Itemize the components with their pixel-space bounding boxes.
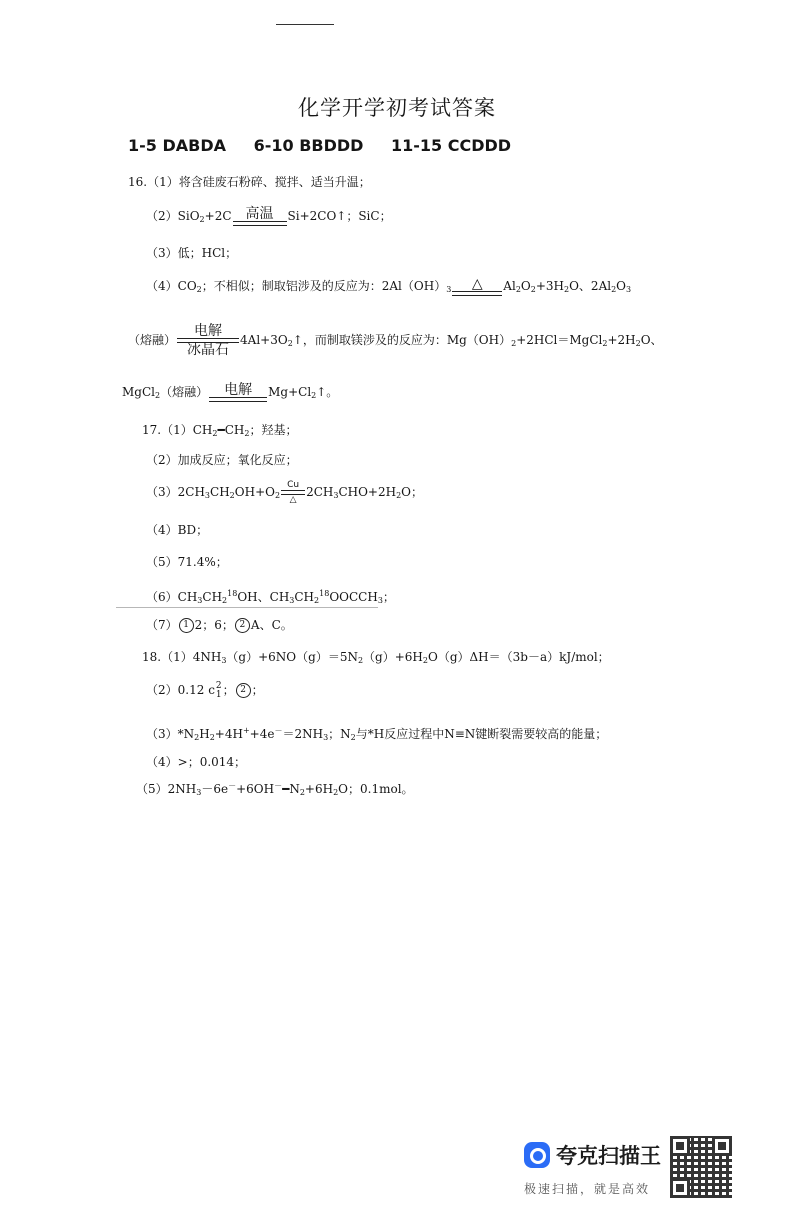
mc-group-1: 1-5 DABDA (128, 136, 226, 155)
q17-line-1: $17.(1)CH_2━CH_2$；羟基； (142, 423, 298, 438)
q17-line-3: $(3)2CH_3CH_2OH+O_2$ Cu △ $2CH_3CHO+2H_2O$； (146, 480, 424, 505)
q16-line-2: （2）SiO$_2$+2C 高温 Si+2CO↑；SiC； (146, 206, 392, 224)
top-rule (276, 24, 334, 25)
mc-group-3: 11-15 CCDDD (391, 136, 512, 155)
q16-line-5: （熔融） 电解 冰晶石 $4Al+3O_2↑$，而制取镁涉及的反应为：$Mg(OH)_2+2HCl=MgCl_2+2H_2O$、 (128, 323, 663, 358)
watermark-app-name: 夸克扫描王 (556, 1144, 661, 1168)
qr-code-icon (670, 1136, 732, 1198)
q18-line-4: （4）>；0.014； (146, 755, 247, 769)
q17-line-2: （2）加成反应；氧化反应； (146, 453, 298, 467)
q16-line-3: （3）低；HCl； (146, 246, 238, 260)
q17-line-4: （4）BD； (146, 523, 209, 537)
q16-line-4: $(4)CO_2$；不相似；制取铝涉及的反应为：$2Al(OH)_3$ △ $Al_2O_2+3H_2O$、$2Al_2O_3$ (146, 276, 632, 294)
watermark-tagline: 极速扫描，就是高效 (524, 1182, 651, 1196)
reaction-condition-cu-heat: Cu △ (281, 480, 305, 505)
circled-number: 2 (235, 618, 250, 633)
q18-line-3: $(3)*N_2H_2+4H^++4e^-=2NH_3$；$N_2$与*H反应过程中N≡N键断裂需要较高的能量； (146, 726, 608, 742)
q17-line-5: （5）71.4%； (146, 555, 228, 569)
q16-line-6: MgCl$_2$（熔融） 电解 $Mg+Cl_2↑$。 (122, 382, 339, 400)
q18-line-1: $18.(1)4NH_3(g)+6NO(g)=5N_2(g)+6H_2O(g)\Delta H=(3b-a)kJ$/mol； (142, 650, 610, 665)
reaction-condition-high-temp: 高温 (233, 207, 287, 226)
mc-group-2: 6-10 BBDDD (253, 136, 364, 155)
circled-number: 1 (179, 618, 194, 633)
circled-number: 2 (236, 683, 251, 698)
page-title: 化学开学初考试答案 (298, 96, 496, 120)
q17-line-7: （7） 1 2；6； 2 A、C。 (146, 618, 293, 632)
q18-line-5: $(5)2NH_3-6e^-+6OH^-━N_2+6H_2O$；0.1mol。 (136, 781, 414, 797)
multiple-choice-answers (128, 136, 533, 155)
q17-line-6: $(6)CH_3CH_2^{18}OH$、$CH_3CH_2^{18}OOCCH_3$； (146, 589, 395, 605)
reaction-condition-heat: △ (452, 277, 502, 296)
q16-line-1: 16.（1）将含硅废石粉碎、搅拌、适当升温； (128, 175, 371, 189)
q18-line-2: （2）0.12 c 2 1 ； 2 ； (146, 680, 264, 700)
quark-logo-icon (524, 1142, 550, 1168)
reaction-condition-electrolysis: 电解 (209, 383, 267, 402)
fraction: 2 1 (215, 680, 222, 700)
reaction-condition-electrolysis-cryolite: 电解 冰晶石 (177, 324, 239, 357)
